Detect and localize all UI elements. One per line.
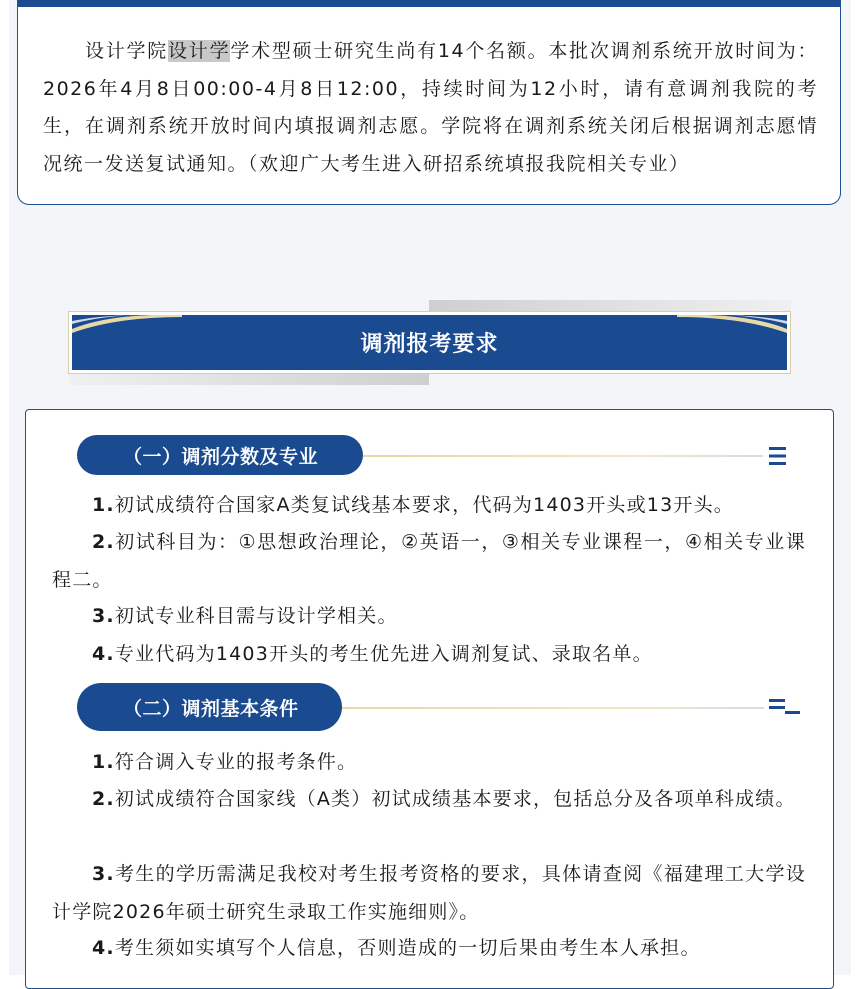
selected-text-highlight[interactable]: 设计学 bbox=[168, 40, 231, 62]
item-number: 2. bbox=[92, 788, 115, 810]
item-text: 初试专业科目需与设计学相关。 bbox=[114, 605, 398, 627]
banner-left-swoosh-icon bbox=[72, 315, 182, 335]
section2-item-1 bbox=[52, 744, 806, 782]
banner-title: 调剂报考要求 bbox=[360, 332, 499, 357]
item-text: 初试成绩符合国家线（A类）初试成绩基本要求，包括总分及各项单科成绩。 bbox=[114, 788, 796, 810]
section-banner bbox=[72, 315, 787, 370]
notice-card-header-bar bbox=[18, 0, 840, 7]
item-number: 2. bbox=[92, 531, 115, 553]
section1-divider-line bbox=[363, 455, 763, 457]
item-number: 4. bbox=[92, 643, 115, 665]
section1-item-3 bbox=[52, 598, 806, 636]
notice-text-start: 设计学院 bbox=[85, 40, 169, 62]
section1-heading-pill bbox=[77, 435, 363, 475]
notice-paragraph bbox=[43, 33, 818, 183]
notice-card bbox=[17, 0, 841, 205]
item-number: 3. bbox=[92, 863, 115, 885]
section1-item-2 bbox=[52, 524, 806, 599]
banner-right-swoosh-icon bbox=[677, 315, 787, 335]
item-text: 专业代码为1403开头的考生优先进入调剂复试、录取名单。 bbox=[114, 643, 653, 665]
notice-text-rest: 学术型硕士研究生尚有14个名额。本批次调剂系统开放时间为：2026年4月8日00:00-4月8日12:00，持续时间为12小时，请有意调剂我院的考生，在调剂系统开放时间内填报调剂志愿。学院将在调剂系统关闭后根据调剂志愿情况统一发送复试通知。（欢迎广大考生进入研招系统填报我院相关专业） bbox=[43, 40, 818, 175]
section2-heading: （二）调剂基本条件 bbox=[123, 697, 299, 720]
item-text: 初试成绩符合国家A类复试线基本要求，代码为1403开头或13开头。 bbox=[114, 494, 734, 516]
section1-heading: （一）调剂分数及专业 bbox=[123, 445, 319, 468]
item-number: 3. bbox=[92, 605, 115, 627]
section1-item-1 bbox=[52, 487, 806, 525]
item-text: 初试科目为：①思想政治理论，②英语一，③相关专业课程一，④相关专业课程二。 bbox=[52, 531, 806, 591]
item-number: 4. bbox=[92, 937, 115, 959]
section2-item-3 bbox=[52, 856, 806, 931]
section2-heading-pill bbox=[77, 683, 342, 731]
menu-lines-icon bbox=[768, 445, 788, 467]
banner-shadow-bottom bbox=[69, 374, 429, 385]
item-text: 符合调入专业的报考条件。 bbox=[114, 751, 358, 773]
section2-divider-line bbox=[342, 707, 764, 709]
item-number: 1. bbox=[92, 494, 115, 516]
item-number: 1. bbox=[92, 751, 115, 773]
section2-item-2 bbox=[52, 781, 806, 819]
item-text: 考生的学历需满足我校对考生报考资格的要求，具体请查阅《福建理工大学设计学院2026年硕士研究生录取工作实施细则》。 bbox=[52, 863, 806, 923]
section1-item-4 bbox=[52, 636, 806, 674]
item-text: 考生须如实填写个人信息，否则造成的一切后果由考生本人承担。 bbox=[114, 937, 701, 959]
section2-item-4 bbox=[52, 930, 806, 968]
menu-lines-short-icon bbox=[768, 697, 802, 719]
